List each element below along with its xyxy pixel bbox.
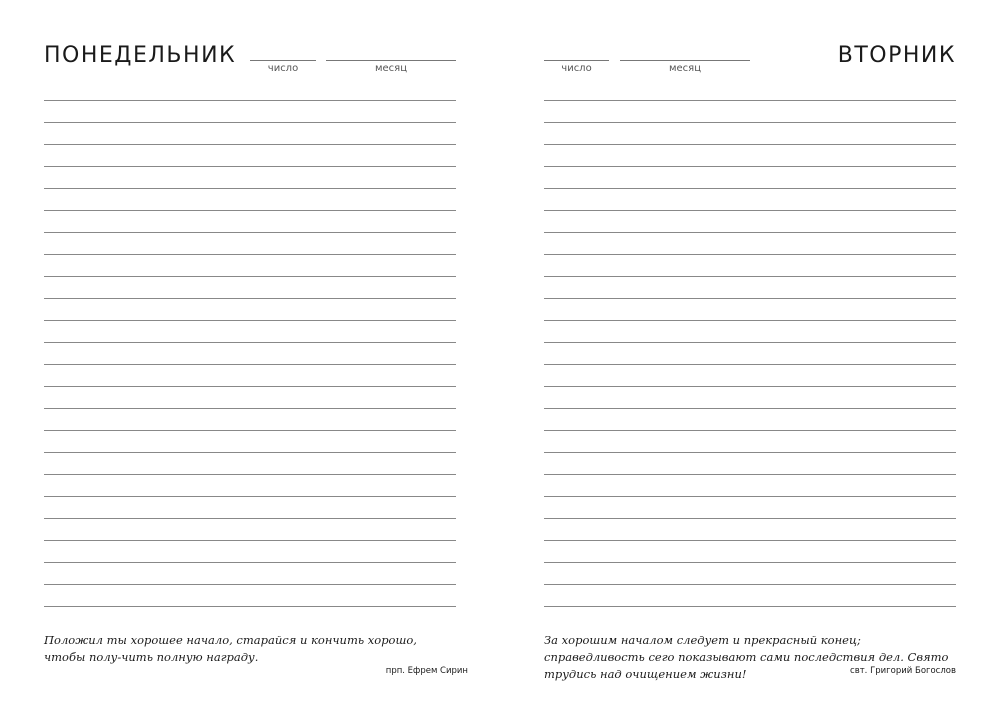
ruled-line bbox=[544, 342, 956, 343]
ruled-line bbox=[44, 584, 456, 585]
ruled-line bbox=[544, 408, 956, 409]
ruled-line bbox=[544, 276, 956, 277]
ruled-writing-area[interactable] bbox=[44, 100, 456, 628]
ruled-line bbox=[544, 540, 956, 541]
ruled-line bbox=[44, 496, 456, 497]
ruled-line bbox=[544, 166, 956, 167]
ruled-line bbox=[544, 364, 956, 365]
ruled-line bbox=[44, 232, 456, 233]
ruled-line bbox=[44, 342, 456, 343]
ruled-line bbox=[44, 188, 456, 189]
ruled-line bbox=[544, 122, 956, 123]
planner-page-tuesday bbox=[500, 0, 1000, 717]
ruled-line bbox=[44, 518, 456, 519]
field-label: число bbox=[267, 63, 299, 74]
ruled-line bbox=[544, 386, 956, 387]
ruled-line bbox=[44, 276, 456, 277]
quote-text: За хорошим началом следует и прекрасный конец; справедливость сего показывают сами последствия дел. Свято трудись над очищением жизни! bbox=[544, 633, 949, 681]
ruled-line bbox=[544, 232, 956, 233]
ruled-line bbox=[544, 188, 956, 189]
ruled-line bbox=[44, 320, 456, 321]
ruled-line bbox=[44, 210, 456, 211]
ruled-line bbox=[44, 254, 456, 255]
quote-text: Положил ты хорошее начало, старайся и кончить хорошо, чтобы полу-чить полную награду. bbox=[44, 633, 417, 664]
ruled-line bbox=[544, 562, 956, 563]
ruled-line bbox=[44, 144, 456, 145]
ruled-line bbox=[44, 386, 456, 387]
quote-author: свт. Григорий Богослов bbox=[850, 666, 956, 676]
field-label: число bbox=[561, 63, 592, 74]
ruled-line bbox=[544, 474, 956, 475]
day-number-field[interactable] bbox=[544, 60, 609, 78]
month-field[interactable] bbox=[326, 60, 456, 78]
ruled-line bbox=[44, 540, 456, 541]
day-title: ВТОРНИК bbox=[837, 43, 956, 68]
field-label: месяц bbox=[668, 63, 702, 74]
ruled-line bbox=[44, 474, 456, 475]
ruled-line bbox=[544, 254, 956, 255]
ruled-line bbox=[44, 166, 456, 167]
field-label: месяц bbox=[374, 63, 408, 74]
ruled-line bbox=[544, 430, 956, 431]
day-number-field[interactable] bbox=[250, 60, 316, 78]
ruled-line bbox=[544, 518, 956, 519]
ruled-line bbox=[44, 562, 456, 563]
ruled-line bbox=[544, 100, 956, 101]
ruled-line bbox=[544, 320, 956, 321]
ruled-line bbox=[544, 584, 956, 585]
month-field[interactable] bbox=[620, 60, 750, 78]
ruled-line bbox=[544, 452, 956, 453]
ruled-line bbox=[44, 430, 456, 431]
quote-author: прп. Ефрем Сирин bbox=[385, 666, 468, 676]
field-underline bbox=[250, 60, 316, 61]
ruled-line bbox=[544, 144, 956, 145]
ruled-line bbox=[44, 100, 456, 101]
field-underline bbox=[544, 60, 609, 61]
field-underline bbox=[326, 60, 456, 61]
ruled-line bbox=[544, 298, 956, 299]
ruled-line bbox=[44, 122, 456, 123]
day-title: ПОНЕДЕЛЬНИК bbox=[44, 43, 237, 68]
ruled-line bbox=[44, 298, 456, 299]
ruled-writing-area[interactable] bbox=[544, 100, 956, 628]
ruled-line bbox=[44, 606, 456, 607]
ruled-line bbox=[44, 408, 456, 409]
ruled-line bbox=[44, 364, 456, 365]
ruled-line bbox=[544, 210, 956, 211]
field-underline bbox=[620, 60, 750, 61]
ruled-line bbox=[44, 452, 456, 453]
ruled-line bbox=[544, 496, 956, 497]
ruled-line bbox=[544, 606, 956, 607]
